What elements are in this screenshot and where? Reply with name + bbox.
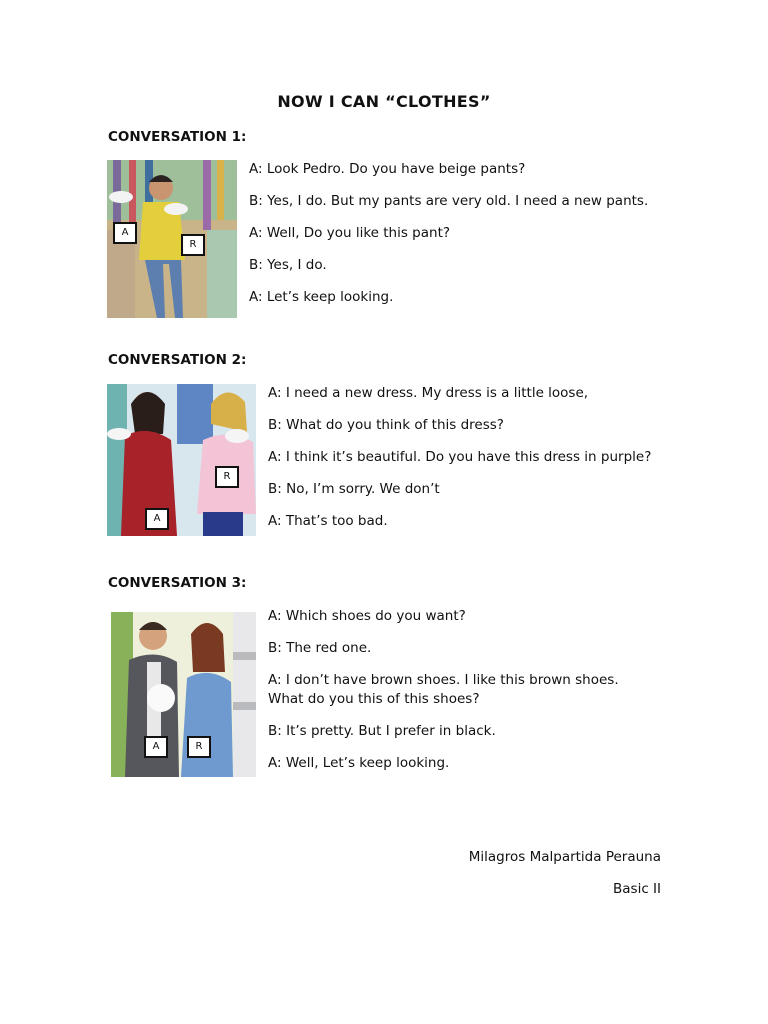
author-name: Milagros Malpartida Perauna bbox=[468, 849, 661, 865]
dialogue-line: What do you this of this shoes? bbox=[268, 691, 480, 707]
dialogue-line: A: Well, Do you like this pant? bbox=[249, 225, 451, 241]
conversation-3-dialogue bbox=[268, 607, 619, 773]
dialogue-line: B: Yes, I do. bbox=[249, 257, 327, 273]
dialogue-line: A: Let’s keep looking. bbox=[249, 289, 394, 305]
dialogue-line: A: That’s too bad. bbox=[268, 513, 388, 529]
dialogue-line: A: Look Pedro. Do you have beige pants? bbox=[249, 161, 526, 177]
dialogue-line: B: No, I’m sorry. We don’t bbox=[268, 481, 440, 497]
speaker-a-tag: A bbox=[113, 222, 137, 244]
conversation-3-heading: CONVERSATION 3: bbox=[108, 575, 247, 591]
speaker-b-tag: R bbox=[215, 466, 239, 488]
dialogue-line: A: I think it’s beautiful. Do you have this dress in purple? bbox=[268, 449, 652, 465]
speaker-a-tag: A bbox=[144, 736, 168, 758]
page-title: NOW I CAN “CLOTHES” bbox=[277, 92, 491, 111]
conversation-2-heading: CONVERSATION 2: bbox=[108, 352, 247, 368]
dialogue-line: A: Well, Let’s keep looking. bbox=[268, 755, 450, 771]
dialogue-line: A: Which shoes do you want? bbox=[268, 608, 466, 624]
conversation-3-illustration bbox=[111, 612, 256, 777]
dialogue-line: A: I don’t have brown shoes. I like this brown shoes. bbox=[268, 672, 619, 688]
conversation-1-heading: CONVERSATION 1: bbox=[108, 129, 247, 145]
conversation-2-dialogue bbox=[268, 384, 651, 531]
dialogue-line: B: It’s pretty. But I prefer in black. bbox=[268, 723, 496, 739]
conversation-1-dialogue bbox=[249, 160, 648, 307]
course-level: Basic II bbox=[613, 881, 661, 897]
speaker-a-tag: A bbox=[145, 508, 169, 530]
dialogue-line: B: Yes, I do. But my pants are very old. I need a new pants. bbox=[249, 193, 649, 209]
dialogue-line: A: I need a new dress. My dress is a little loose, bbox=[268, 385, 589, 401]
conversation-1-illustration bbox=[107, 160, 237, 318]
dialogue-line: B: What do you think of this dress? bbox=[268, 417, 504, 433]
conversation-2-illustration bbox=[107, 384, 256, 536]
dialogue-line: B: The red one. bbox=[268, 640, 372, 656]
speaker-b-tag: R bbox=[181, 234, 205, 256]
speaker-b-tag: R bbox=[187, 736, 211, 758]
